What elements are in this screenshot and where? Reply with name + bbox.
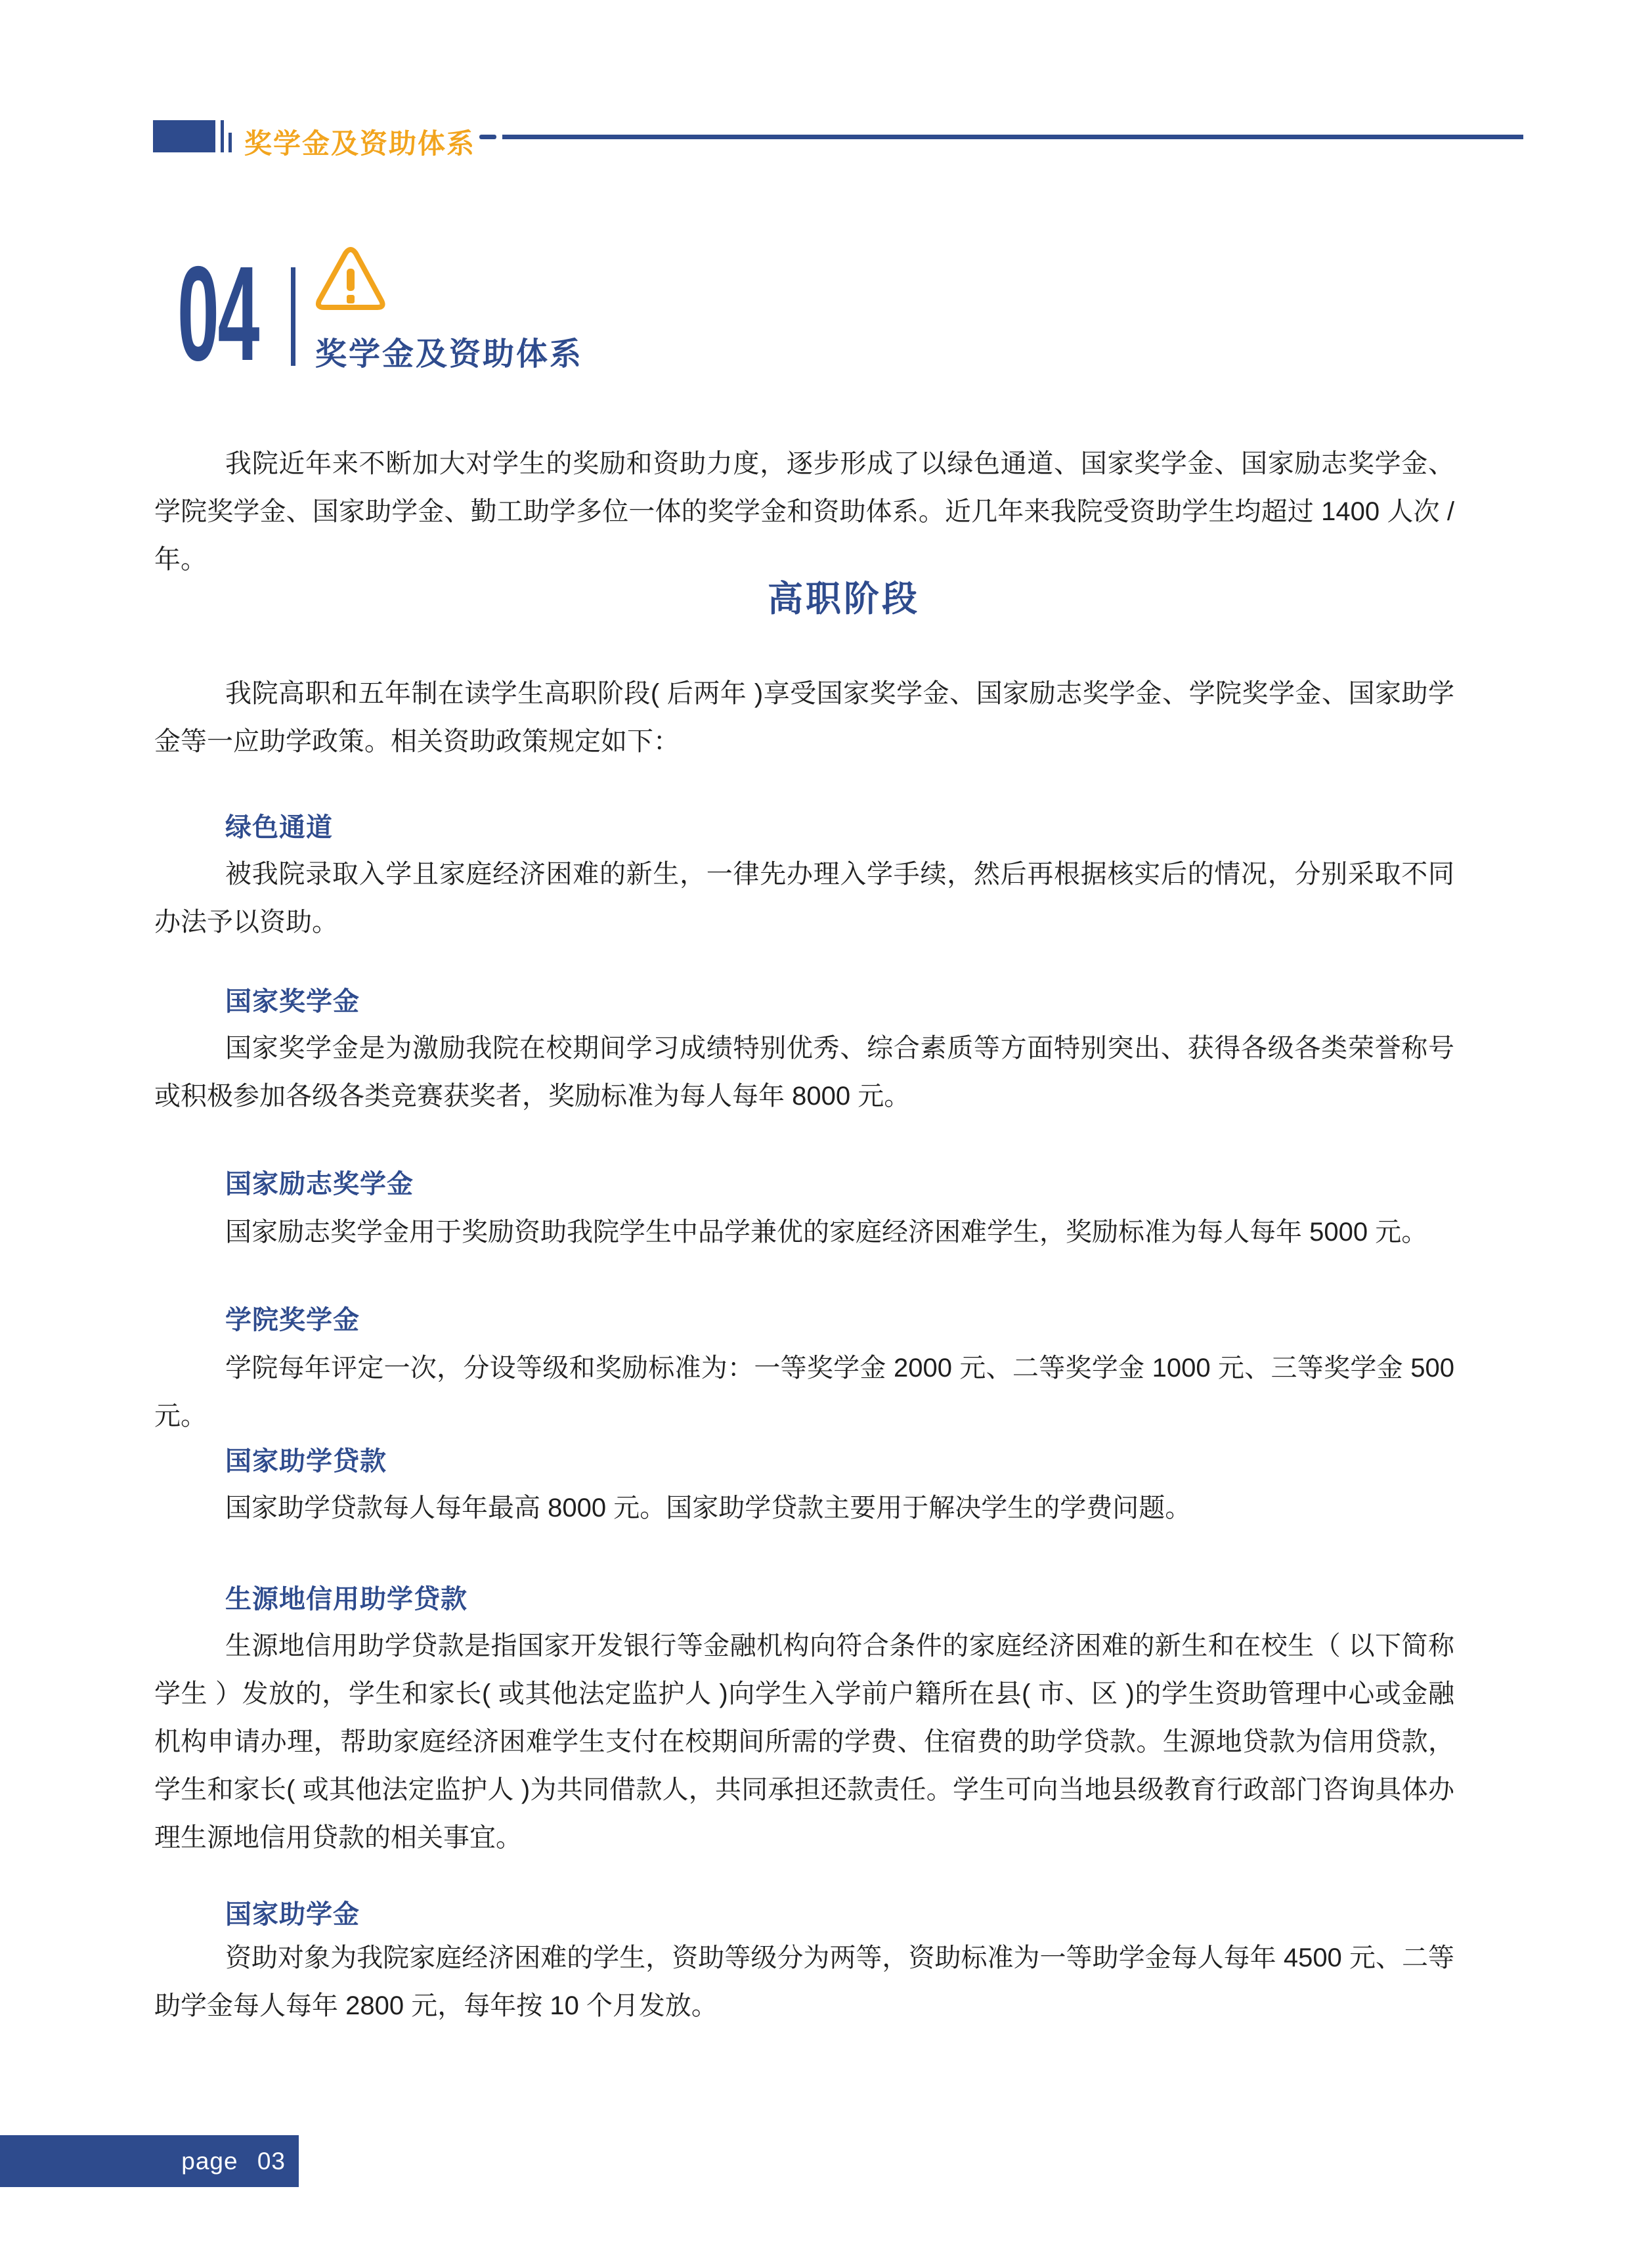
section-heading: 国家励志奖学金 [225,1170,414,1199]
section-paragraph: 被我院录取入学且家庭经济困难的新生，一律先办理入学手续，然后再根据核实后的情况，分别采取不同办法予以资助。 [154,860,1454,937]
section-national-grant [154,1896,1454,1933]
chapter-title: 奖学金及资助体系 [315,337,584,372]
section-paragraph: 国家励志奖学金用于奖励资助我院学生中品学兼优的家庭经济困难学生，奖励标准为每人每年 5000 元。 [225,1218,1428,1247]
header-accent-bar-tall [221,120,224,152]
section-heading: 生源地信用助学贷款 [225,1585,467,1614]
section-national-scholarship [154,983,1454,1020]
section-heading: 绿色通道 [225,813,333,842]
section-heading: 国家助学金 [225,1900,360,1929]
section-paragraph: 国家助学贷款每人每年最高 8000 元。国家助学贷款主要用于解决学生的学费问题。 [225,1494,1192,1522]
chapter-divider-bar [291,267,295,366]
header-label: 奖学金及资助体系 [244,128,476,159]
section-paragraph: 学院每年评定一次，分设等级和奖励标准为：一等奖学金 2000 元、二等奖学金 1000 元、三等奖学金 500 元。 [154,1354,1454,1430]
footer-bar [0,2135,299,2187]
section-paragraph: 国家奖学金是为激励我院在校期间学习成绩特别优秀、综合素质等方面特别突出、获得各级各类荣誉称号或积极参加各级各类竞赛获奖者，奖励标准为每人每年 8000 元。 [154,1034,1454,1111]
header-rule-dash [479,135,496,139]
stage-heading: 高职阶段 [768,579,920,619]
section-heading: 学院奖学金 [225,1306,360,1335]
intro-paragraph: 我院近年来不断加大对学生的奖励和资助力度，逐步形成了以绿色通道、国家奖学金、国家励志奖学金、学院奖学金、国家助学金、勤工助学多位一体的奖学金和资助体系。近几年来我院受资助学生均超过 1400 人次 / 年。 [154,449,1454,574]
section-national-student-loan [154,1443,1454,1480]
header-rule [502,135,1523,139]
section-origin-credit-loan [154,1581,1454,1618]
section-national-endeavor-scholarship [154,1166,1454,1203]
stage-intro-paragraph: 我院高职和五年制在读学生高职阶段( 后两年 )享受国家奖学金、国家励志奖学金、学院奖学金、国家助学金等一应助学政策。相关资助政策规定如下： [154,679,1454,756]
section-paragraph: 资助对象为我院家庭经济困难的学生，资助等级分为两等，资助标准为一等助学金每人每年 4500 元、二等助学金每人每年 2800 元，每年按 10 个月发放。 [154,1943,1454,2020]
section-heading: 国家助学贷款 [225,1447,387,1476]
header-accent-square [153,120,215,152]
section-heading: 国家奖学金 [225,987,360,1016]
warning-triangle-icon [314,247,387,315]
section-paragraph: 生源地信用助学贷款是指国家开发银行等金融机构向符合条件的家庭经济困难的新生和在校生（ 以下简称学生 ）发放的，学生和家长( 或其他法定监护人 )向学生入学前户籍所在县( 市、区 )的学生资助管理中心或金融机构申请办理，帮助家庭经济困难学生支付在校期间所需的学费、住宿费的助学贷款。生源地贷款为信用贷款，学生和家长( 或其他法定监护人 )为共同借款人，共同承担还款责任。学生可向当地县级教育行政部门咨询具体办理生源地信用贷款的相关事宜。 [154,1631,1454,1852]
header-accent-bar-short [228,133,232,152]
section-college-scholarship [154,1302,1454,1339]
chapter-number: 04 [177,238,259,389]
section-green-channel [154,809,1454,846]
footer-page-number: page 03 [181,2147,286,2175]
